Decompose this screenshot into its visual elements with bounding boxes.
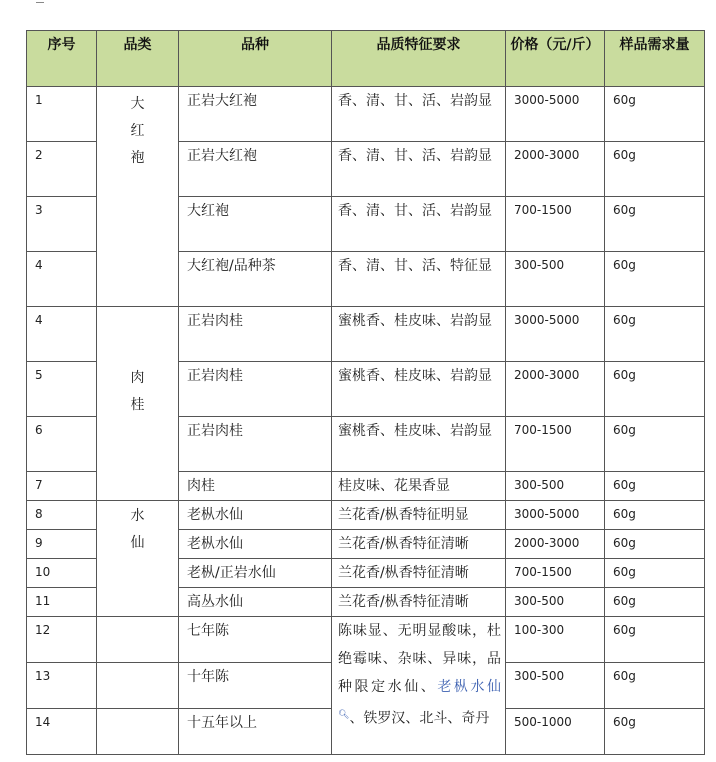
cell-price: 300-500 bbox=[506, 588, 605, 617]
cell-price: 700-1500 bbox=[506, 197, 605, 252]
cell-no: 13 bbox=[27, 663, 97, 709]
cell-sample: 60g bbox=[605, 501, 705, 530]
cell-sample: 60g bbox=[605, 472, 705, 501]
cell-price: 3000-5000 bbox=[506, 307, 605, 362]
cell-sample: 60g bbox=[605, 142, 705, 197]
cell-sample: 60g bbox=[605, 307, 705, 362]
cell-variety: 十年陈 bbox=[179, 663, 332, 709]
cell-variety: 正岩肉桂 bbox=[179, 417, 332, 472]
cell-sample: 60g bbox=[605, 617, 705, 663]
cell-sample: 60g bbox=[605, 663, 705, 709]
quality-link[interactable]: 老枞水仙 bbox=[437, 679, 502, 695]
cell-variety: 老枞/正岩水仙 bbox=[179, 559, 332, 588]
header-price: 价格（元/斤） bbox=[506, 31, 605, 87]
table-row bbox=[27, 307, 705, 362]
cell-price: 3000-5000 bbox=[506, 501, 605, 530]
cell-price: 2000-3000 bbox=[506, 362, 605, 417]
cell-price: 2000-3000 bbox=[506, 530, 605, 559]
cell-variety: 七年陈 bbox=[179, 617, 332, 663]
cell-variety: 高丛水仙 bbox=[179, 588, 332, 617]
cell-price: 3000-5000 bbox=[506, 87, 605, 142]
cell-quality: 兰花香/枞香特征明显 bbox=[332, 501, 506, 530]
cell-sample: 60g bbox=[605, 588, 705, 617]
aged-quality-text: 陈味显、无明显酸味，杜绝霉味、杂味、异味，品种限定水仙、 bbox=[338, 623, 501, 695]
cell-no: 8 bbox=[27, 501, 97, 530]
cell-quality: 蜜桃香、桂皮味、岩韵显 bbox=[332, 417, 506, 472]
cell-variety: 正岩大红袍 bbox=[179, 142, 332, 197]
cell-no: 9 bbox=[27, 530, 97, 559]
cell-quality: 兰花香/枞香特征清晰 bbox=[332, 530, 506, 559]
cell-variety: 大红袍 bbox=[179, 197, 332, 252]
cell-quality: 香、清、甘、活、岩韵显 bbox=[332, 87, 506, 142]
table-row bbox=[27, 501, 705, 530]
cell-quality: 蜜桃香、桂皮味、岩韵显 bbox=[332, 307, 506, 362]
cell-no: 3 bbox=[27, 197, 97, 252]
cell-category-empty bbox=[97, 709, 179, 755]
header-category: 品类 bbox=[97, 31, 179, 87]
cell-price: 100-300 bbox=[506, 617, 605, 663]
top-tick bbox=[36, 2, 44, 3]
cell-no: 1 bbox=[27, 87, 97, 142]
cell-sample: 60g bbox=[605, 362, 705, 417]
cell-category-empty bbox=[97, 663, 179, 709]
cell-no: 4 bbox=[27, 307, 97, 362]
cell-price: 300-500 bbox=[506, 472, 605, 501]
category-dahongpao bbox=[97, 87, 179, 307]
magnifier-icon[interactable]: 🔍︎ bbox=[338, 710, 350, 720]
header-row bbox=[27, 31, 705, 87]
cell-variety: 大红袍/品种茶 bbox=[179, 252, 332, 307]
cell-variety: 老枞水仙 bbox=[179, 530, 332, 559]
cell-price: 300-500 bbox=[506, 663, 605, 709]
cell-quality: 兰花香/枞香特征清晰 bbox=[332, 588, 506, 617]
cell-quality: 香、清、甘、活、岩韵显 bbox=[332, 142, 506, 197]
cell-variety: 正岩肉桂 bbox=[179, 362, 332, 417]
cell-sample: 60g bbox=[605, 530, 705, 559]
header-no: 序号 bbox=[27, 31, 97, 87]
cell-sample: 60g bbox=[605, 417, 705, 472]
cell-sample: 60g bbox=[605, 709, 705, 755]
cell-sample: 60g bbox=[605, 197, 705, 252]
cell-quality: 香、清、甘、活、岩韵显 bbox=[332, 197, 506, 252]
cell-price: 500-1000 bbox=[506, 709, 605, 755]
cell-variety: 正岩大红袍 bbox=[179, 87, 332, 142]
category-rougui bbox=[97, 307, 179, 501]
cell-no: 12 bbox=[27, 617, 97, 663]
tea-requirements-table bbox=[26, 30, 705, 755]
cell-no: 6 bbox=[27, 417, 97, 472]
cell-price: 300-500 bbox=[506, 252, 605, 307]
cell-variety: 十五年以上 bbox=[179, 709, 332, 755]
category-shuixian bbox=[97, 501, 179, 617]
category-char: 水 bbox=[130, 508, 145, 524]
table-row bbox=[27, 617, 705, 663]
cell-quality: 蜜桃香、桂皮味、岩韵显 bbox=[332, 362, 506, 417]
cell-sample: 60g bbox=[605, 559, 705, 588]
cell-no: 14 bbox=[27, 709, 97, 755]
cell-price: 700-1500 bbox=[506, 417, 605, 472]
cell-sample: 60g bbox=[605, 252, 705, 307]
cell-no: 10 bbox=[27, 559, 97, 588]
category-char: 红 bbox=[130, 123, 145, 139]
cell-no: 4 bbox=[27, 252, 97, 307]
category-char: 仙 bbox=[130, 535, 145, 551]
cell-no: 5 bbox=[27, 362, 97, 417]
cell-variety: 肉桂 bbox=[179, 472, 332, 501]
cell-variety: 正岩肉桂 bbox=[179, 307, 332, 362]
cell-variety: 老枞水仙 bbox=[179, 501, 332, 530]
cell-no: 2 bbox=[27, 142, 97, 197]
cell-no: 7 bbox=[27, 472, 97, 501]
cell-quality-aged bbox=[332, 617, 506, 755]
aged-quality-text-end: 、铁罗汉、北斗、奇丹 bbox=[349, 710, 490, 727]
table-row bbox=[27, 87, 705, 142]
cell-quality: 兰花香/枞香特征清晰 bbox=[332, 559, 506, 588]
cell-price: 2000-3000 bbox=[506, 142, 605, 197]
cell-quality: 香、清、甘、活、特征显 bbox=[332, 252, 506, 307]
header-variety: 品种 bbox=[179, 31, 332, 87]
header-quality: 品质特征要求 bbox=[332, 31, 506, 87]
cell-category-empty bbox=[97, 617, 179, 663]
cell-no: 11 bbox=[27, 588, 97, 617]
header-sample: 样品需求量 bbox=[605, 31, 705, 87]
category-char: 肉 bbox=[130, 370, 145, 386]
cell-price: 700-1500 bbox=[506, 559, 605, 588]
category-char: 袍 bbox=[130, 150, 145, 166]
cell-quality: 桂皮味、花果香显 bbox=[332, 472, 506, 501]
cell-sample: 60g bbox=[605, 87, 705, 142]
category-char: 桂 bbox=[130, 397, 145, 413]
category-char: 大 bbox=[130, 96, 145, 112]
